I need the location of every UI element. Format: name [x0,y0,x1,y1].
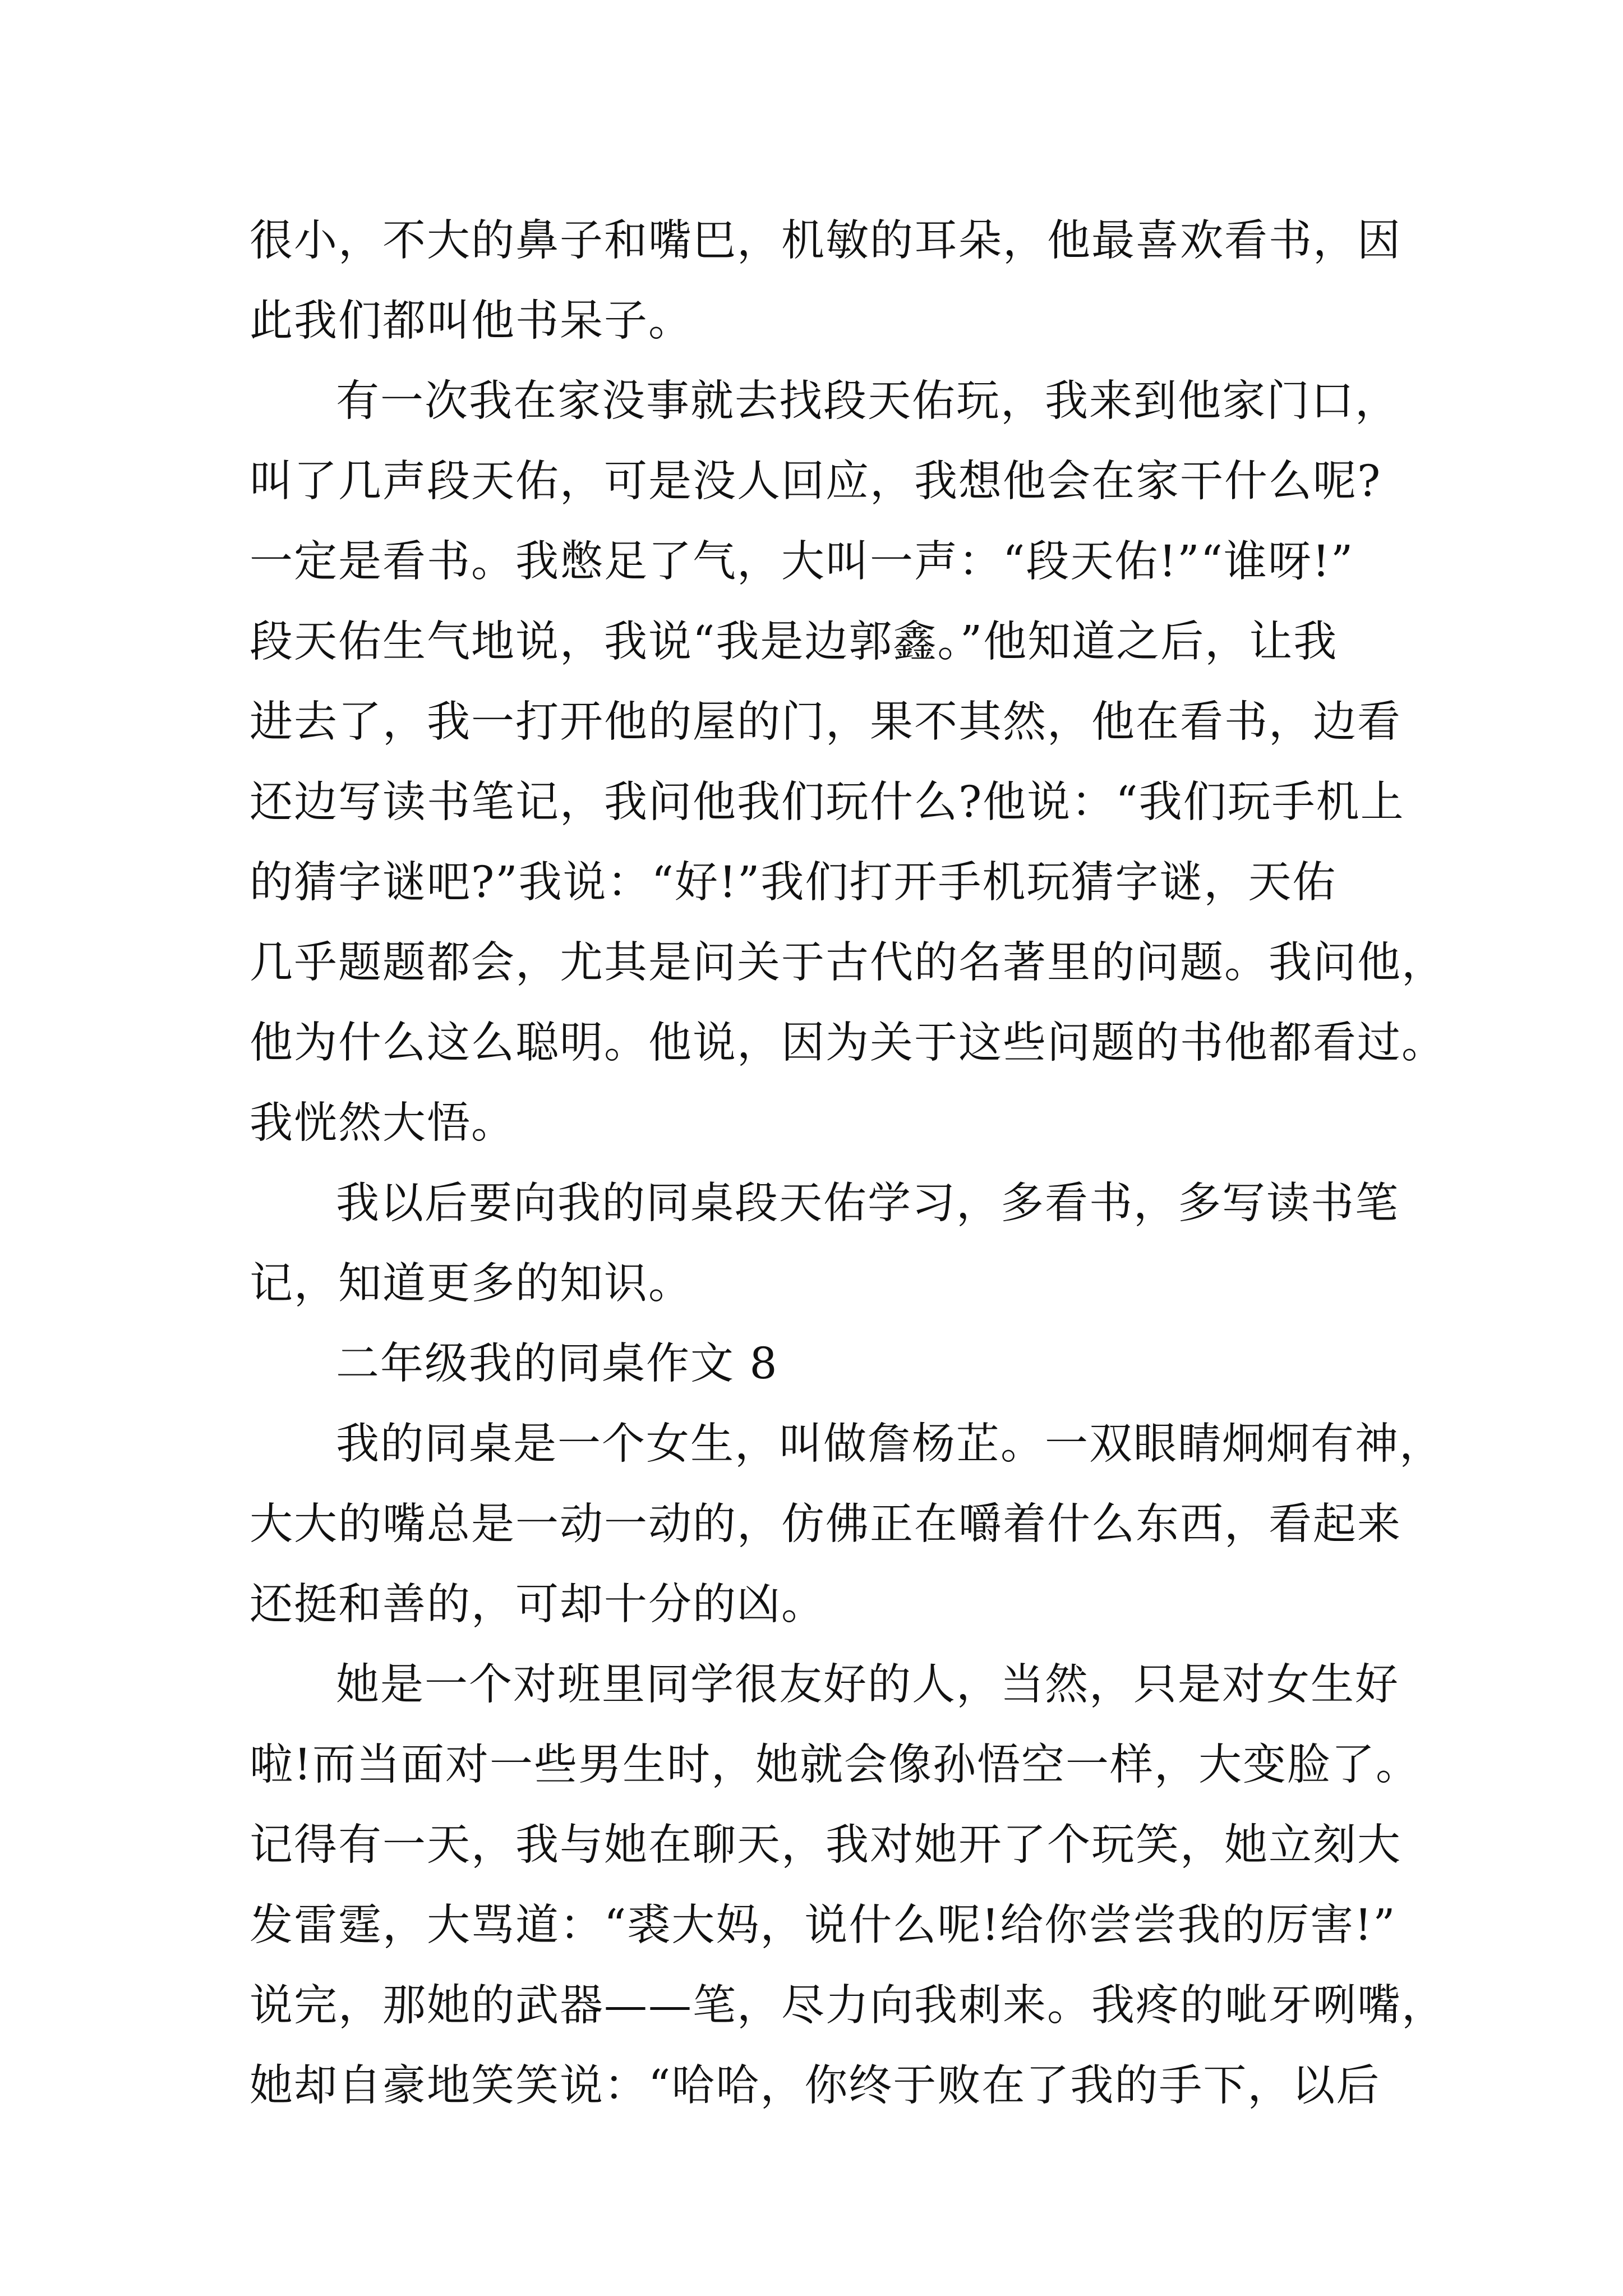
text-line: 此我们都叫他书呆子。 [250,296,693,346]
essay-body [250,201,1446,2126]
text-line: 叫了几声段天佑，可是没人回应，我想他会在家干什么呢? [250,457,1382,507]
text-line: 的猜字谜吧?”我说：“好!”我们打开手机玩猜字谜，天佑 [250,858,1337,908]
paragraph-start-line: 我以后要向我的同桌段天佑学习，多看书，多写读书笔 [336,1179,1399,1228]
text-line: 她却自豪地笑笑说：“哈哈，你终于败在了我的手下，以后 [250,2061,1381,2111]
text-line: 记，知道更多的知识。 [250,1259,693,1309]
paragraph-start-line: 她是一个对班里同学很友好的人，当然，只是对女生好 [336,1660,1399,1710]
text-line: 几乎题题都会，尤其是问关于古代的名著里的问题。我问他， [250,938,1446,988]
text-line: 大大的嘴总是一动一动的，仿佛正在嚼着什么东西，看起来 [250,1499,1401,1549]
text-line: 进去了，我一打开他的屋的门，果不其然，他在看书，边看 [250,697,1401,747]
text-line: 说完，那她的武器——笔，尽力向我刺来。我疼的呲牙咧嘴， [250,1981,1446,2031]
text-line: 啦!而当面对一些男生时，她就会像孙悟空一样，大变脸了。 [250,1740,1420,1790]
text-line: 段天佑生气地说，我说“我是边郭鑫。”他知道之后，让我 [250,617,1338,667]
text-line: 发雷霆，大骂道：“裘大妈，说什么呢!给你尝尝我的厉害!” [250,1901,1396,1950]
paragraph-start-line: 有一次我在家没事就去找段天佑玩，我来到他家门口， [336,376,1399,426]
text-line: 他为什么这么聪明。他说，因为关于这些问题的书他都看过。 [250,1018,1446,1068]
section-heading: 二年级我的同桌作文 8 [336,1339,778,1389]
text-line: 还边写读书笔记，我问他我们玩什么?他说：“我们玩手机上 [250,777,1405,827]
text-line: 还挺和善的，可却十分的凶。 [250,1580,826,1630]
text-line: 记得有一天，我与她在聊天，我对她开了个玩笑，她立刻大 [250,1820,1401,1870]
text-line: 很小，不大的鼻子和嘴巴，机敏的耳朵，他最喜欢看书，因 [250,216,1401,266]
paragraph-start-line: 我的同桌是一个女生，叫做詹杨芷。一双眼睛炯炯有神， [336,1419,1444,1469]
text-line: 一定是看书。我憋足了气，大叫一声：“段天佑!”“谁呀!” [250,537,1354,587]
text-line: 我恍然大悟。 [250,1098,515,1148]
